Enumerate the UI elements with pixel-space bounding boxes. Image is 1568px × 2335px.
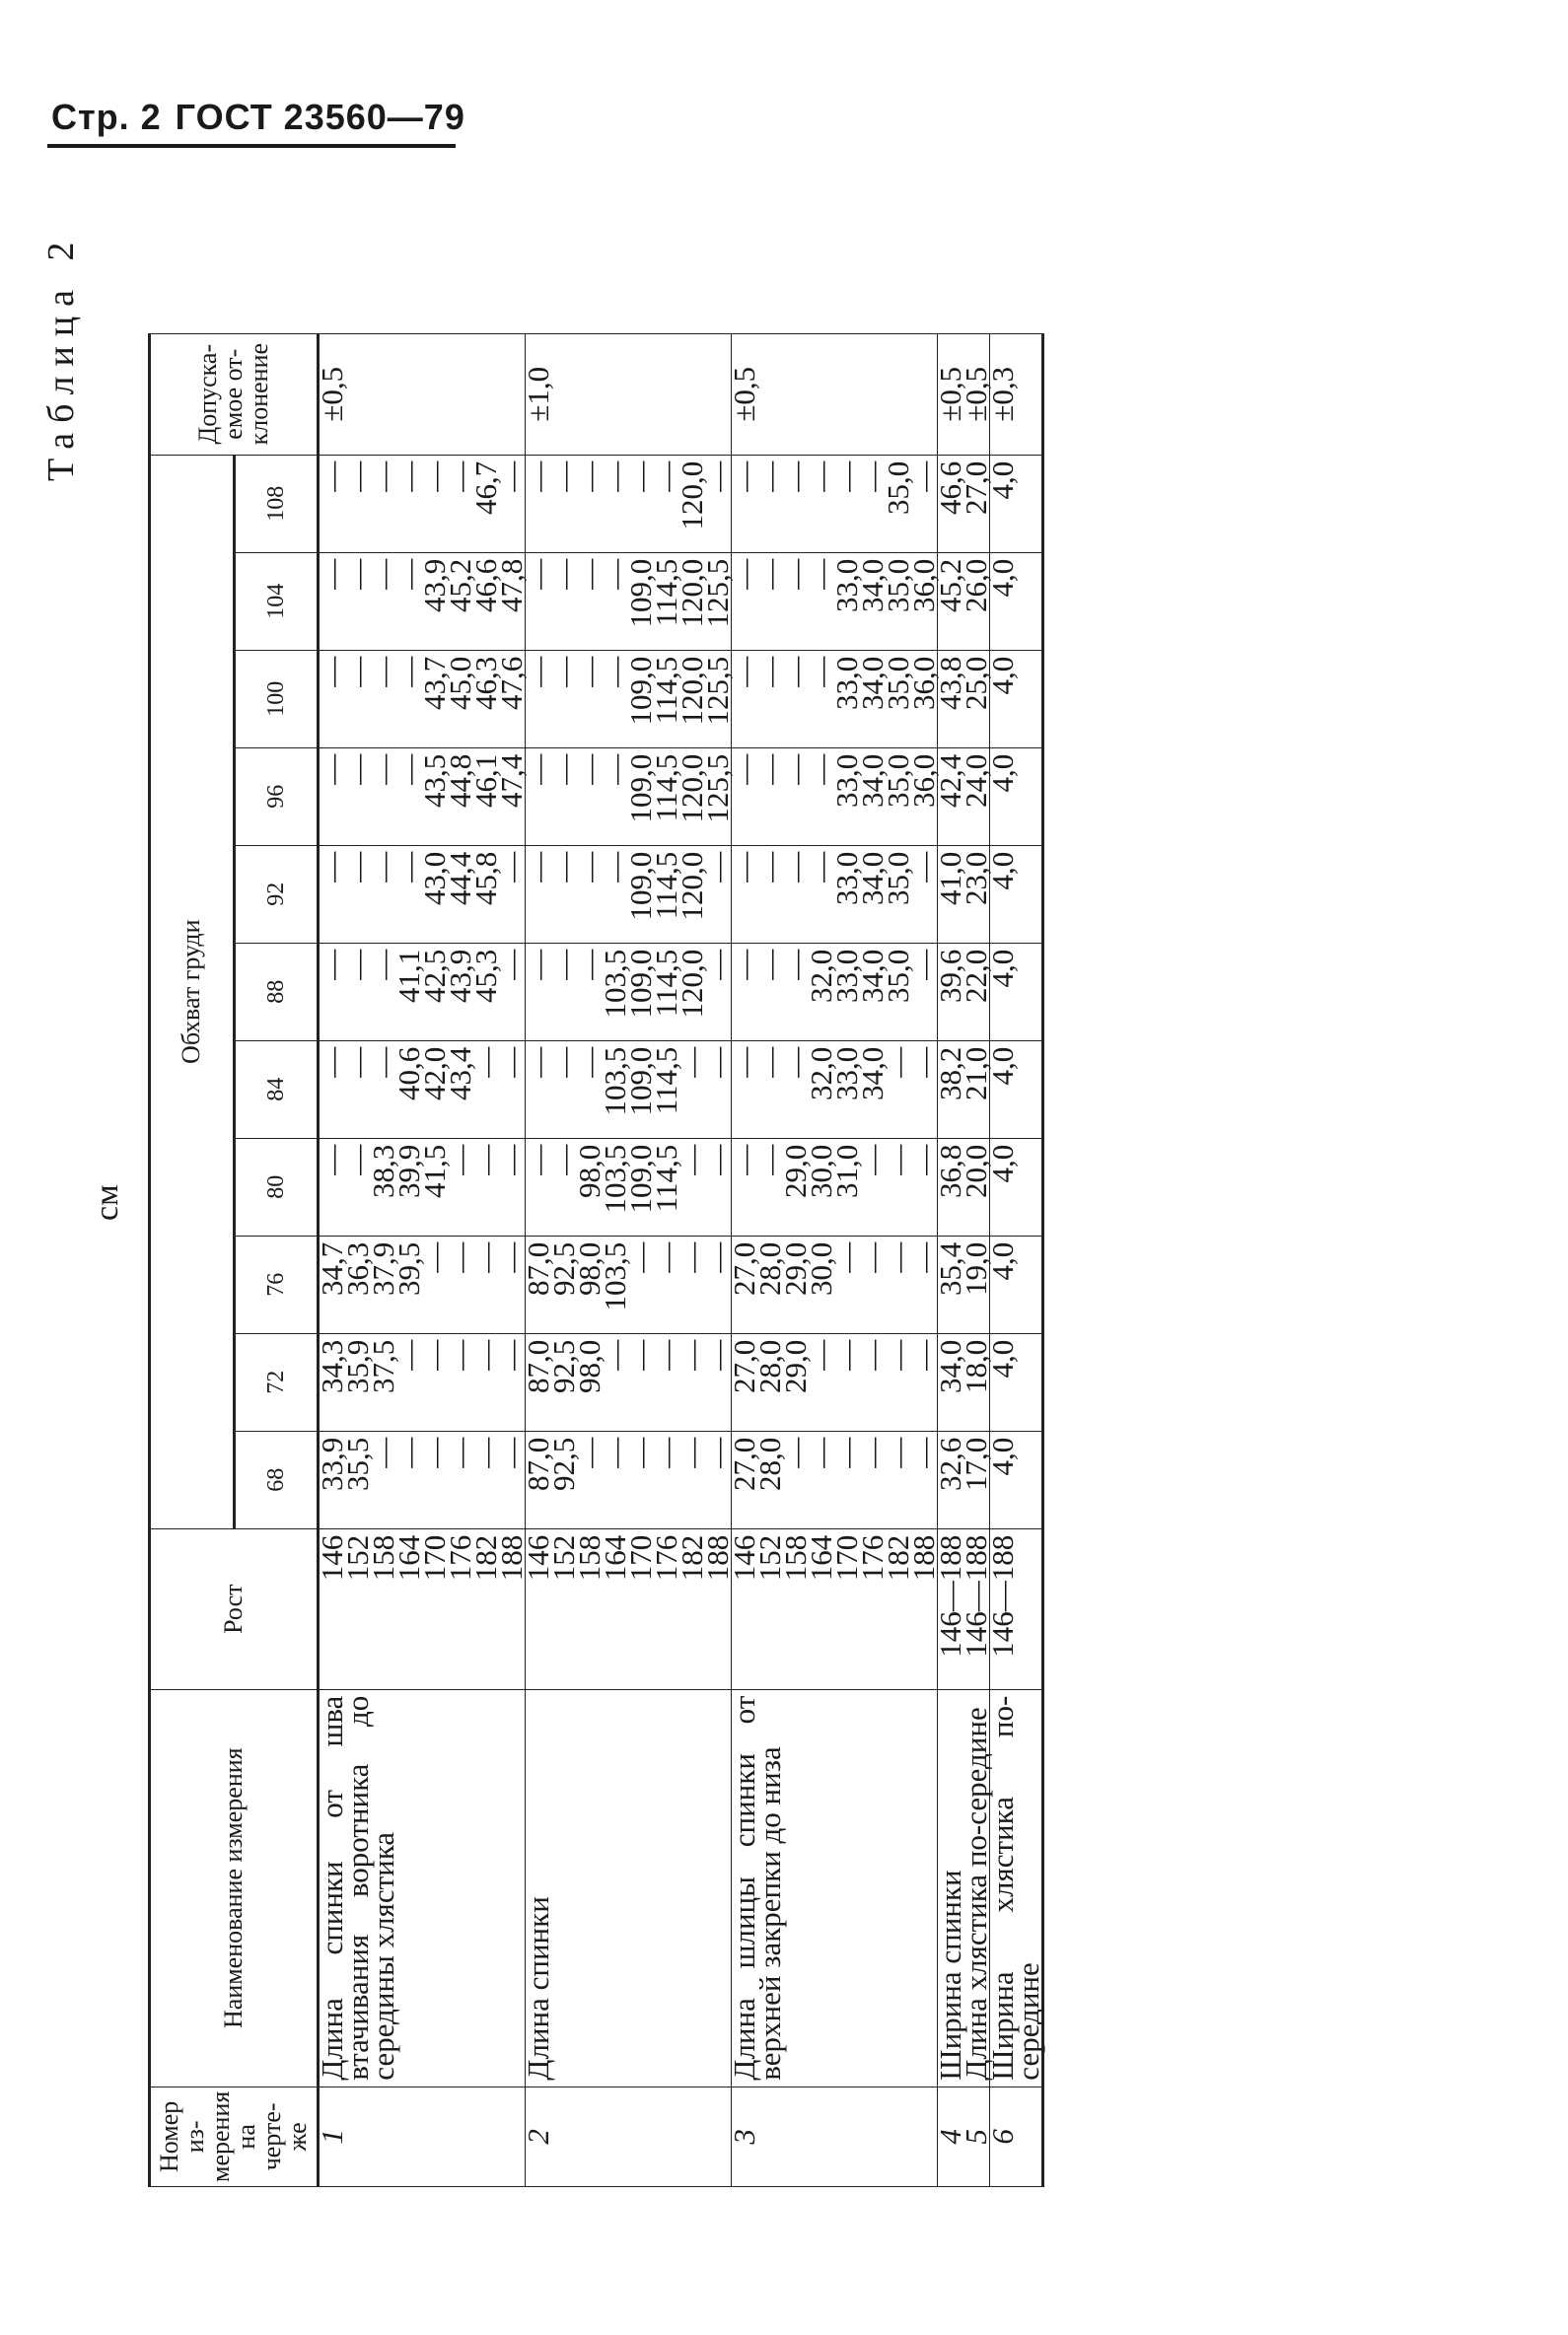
size-value: — — — — 33,0 34,0 35,0 36,0 [732,552,938,650]
size-value: 42,4 24,0 [938,747,990,845]
table-row [526,333,732,2186]
size-value: 27,0 28,0 — — — — — — [732,1431,938,1528]
header-size: 76 [234,1236,319,1333]
size-value: 43,8 25,0 [938,650,990,747]
size-value: 46,6 27,0 [938,455,990,552]
header-size: 104 [234,552,319,650]
size-value: — — — 103,5 109,0 114,5 120,0 — [526,943,732,1040]
size-value: 4,0 [990,650,1043,747]
header-size: 96 [234,747,319,845]
header-size: 100 [234,650,319,747]
measurement-table [148,333,1044,2187]
size-value: — — — — 109,0 114,5 120,0 125,5 [526,552,732,650]
size-value: — — — 32,0 33,0 34,0 — — [732,1040,938,1138]
size-value: — — — — 33,0 34,0 35,0 36,0 [732,747,938,845]
measure-name: Длина спинки от шва втачивания воротника до середины хлястика [319,1689,526,2087]
size-value: 4,0 [990,747,1043,845]
size-value: 34,7 36,3 37,9 39,5 — — — — [319,1236,526,1333]
size-value: — — — — 109,0 114,5 120,0 125,5 [526,650,732,747]
size-value: 33,9 35,5 — — — — — — [319,1431,526,1528]
size-value: 36,8 20,0 [938,1138,990,1236]
header-chest-group: Обхват груди [150,455,235,1528]
table-caption: Таблица 2 [40,232,82,481]
size-value: 35,4 19,0 [938,1236,990,1333]
measure-name: Ширина хлястика по-середине [990,1689,1043,2087]
size-value: — — 38,3 39,9 41,5 — — — [319,1138,526,1236]
unit-label: см [89,1184,125,1221]
table-row [990,333,1043,2186]
size-value: 4,0 [990,455,1043,552]
size-value: — — — 32,0 33,0 34,0 35,0 — [732,943,938,1040]
tolerance-value: ±0,3 [990,333,1043,455]
size-value: — — — — — — 46,7 — [319,455,526,552]
size-value: 4,0 [990,1138,1043,1236]
header-size: 72 [234,1333,319,1431]
measure-number: 4 5 [938,2087,990,2186]
table-row [319,333,526,2186]
table-row [938,333,990,2186]
size-value: — — — 41,1 42,5 43,9 45,3 — [319,943,526,1040]
size-value: — — — — — — 120,0 — [526,455,732,552]
size-value: 87,0 92,5 — — — — — — [526,1431,732,1528]
tolerance-value: ±1,0 [526,333,732,455]
size-value: 4,0 [990,1333,1043,1431]
header-name: Наименование измерения [150,1689,319,2087]
table-row [732,333,938,2186]
size-value: — — — — 109,0 114,5 120,0 125,5 [526,747,732,845]
size-value: 34,3 35,9 37,5 — — — — — [319,1333,526,1431]
header-size: 108 [234,455,319,552]
rost-values: 146 152 158 164 170 176 182 188 [732,1528,938,1689]
size-value: — — — — 33,0 34,0 35,0 36,0 [732,650,938,747]
size-value: 87,0 92,5 98,0 103,5 — — — — [526,1236,732,1333]
size-value: — — — — 43,9 45,2 46,6 47,8 [319,552,526,650]
size-value: 27,0 28,0 29,0 — — — — — [732,1333,938,1431]
measure-name: Ширина спинки Длина хлястика по-середине [938,1689,990,2087]
page-number: Стр. 2 [51,97,162,137]
size-value: 4,0 [990,1236,1043,1333]
size-value: — — — 40,6 42,0 43,4 — — [319,1040,526,1138]
tolerance-value: ±0,5 [319,333,526,455]
measure-number: 2 [526,2087,732,2186]
measure-number: 3 [732,2087,938,2186]
size-value: 87,0 92,5 98,0 — — — — — [526,1333,732,1431]
tolerance-value: ±0,5 [732,333,938,455]
header-size: 68 [234,1431,319,1528]
header-size: 92 [234,845,319,943]
rost-values: 146—188 [990,1528,1043,1689]
measure-number: 6 [990,2087,1043,2186]
size-value: 32,6 17,0 [938,1431,990,1528]
size-value: 39,6 22,0 [938,943,990,1040]
size-value: 4,0 [990,1040,1043,1138]
size-value: — — 29,0 30,0 31,0 — — — [732,1138,938,1236]
measure-name: Длина шлицы спинки от верхней закрепки до низа [732,1689,938,2087]
size-value: 4,0 [990,943,1043,1040]
size-value: — — — — 109,0 114,5 120,0 — [526,845,732,943]
size-value: 38,2 21,0 [938,1040,990,1138]
size-value: 4,0 [990,552,1043,650]
rost-values: 146 152 158 164 170 176 182 188 [526,1528,732,1689]
header-size: 88 [234,943,319,1040]
size-value: 4,0 [990,1431,1043,1528]
size-value: — — — 103,5 109,0 114,5 — — [526,1040,732,1138]
size-value: 27,0 28,0 29,0 30,0 — — — — [732,1236,938,1333]
measure-name: Длина спинки [526,1689,732,2087]
size-value: 34,0 18,0 [938,1333,990,1431]
header-size: 80 [234,1138,319,1236]
standard-number: ГОСТ 23560—79 [175,97,465,137]
size-value: 45,2 26,0 [938,552,990,650]
size-value: — — — — 43,0 44,4 45,8 — [319,845,526,943]
size-value: — — — — 33,0 34,0 35,0 — [732,845,938,943]
measure-number: 1 [319,2087,526,2186]
header-tolerance: Допуска-емое от-клонение [150,333,319,455]
header-rost: Рост [150,1528,319,1689]
size-value: — — — — — — 35,0 — [732,455,938,552]
header-number: Номер из-мерения на черте-же [150,2087,319,2186]
rost-values: 146—188 146—188 [938,1528,990,1689]
size-value: — — — — 43,5 44,8 46,1 47,4 [319,747,526,845]
rost-values: 146 152 158 164 170 176 182 188 [319,1528,526,1689]
size-value: — — 98,0 103,5 109,0 114,5 — — [526,1138,732,1236]
size-value: 4,0 [990,845,1043,943]
size-value: 41,0 23,0 [938,845,990,943]
tolerance-value: ±0,5 ±0,5 [938,333,990,455]
size-value: — — — — 43,7 45,0 46,3 47,6 [319,650,526,747]
header-size: 84 [234,1040,319,1138]
